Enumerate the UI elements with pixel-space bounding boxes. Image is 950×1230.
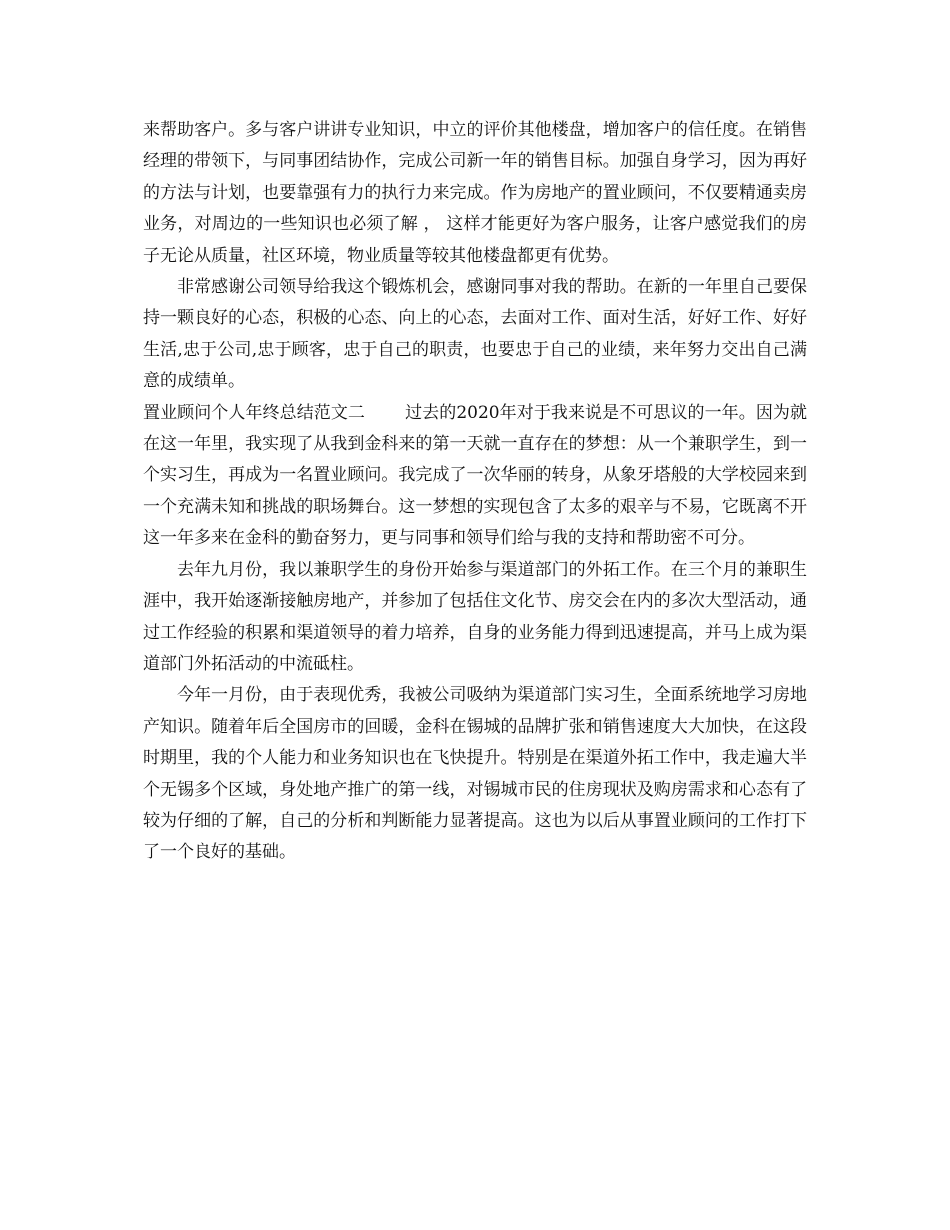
section-heading: 置业顾问个人年终总结范文二 <box>143 402 366 423</box>
paragraph: 来帮助客户。多与客户讲讲专业知识，中立的评价其他楼盘，增加客户的信任度。在销售经理的带领下，与同事团结协作，完成公司新一年的销售目标。加强自身学习，因为再好的方法与计划，也要靠强有力的执行力来完成。作为房地产的置业顾问，不仅要精通卖房业务，对周边的一些知识也必须了解 ， 这样才能更好为客户服务，让客户感觉我们的房子无论从质量，社区环境，物业质量等较其他楼盘都更有优势。 <box>143 120 807 266</box>
paragraph-with-heading <box>143 398 807 555</box>
paragraph: 今年一月份，由于表现优秀，我被公司吸纳为渠道部门实习生，全面系统地学习房地产知识。随着年后全国房市的回暖，金科在锡城的品牌扩张和销售速度大大加快，在这段时期里，我的个人能力和业务知识也在飞快提升。特别是在渠道外拓工作中，我走遍大半个无锡多个区域，身处地产推广的第一线，对锡城市民的住房现状及购房需求和心态有了较为仔细的了解，自己的分析和判断能力显著提高。这也为以后从事置业顾问的工作打下了一个良好的基础。 <box>143 685 807 863</box>
paragraph-text: 过去的2020年对于我来说是不可思议的一年。因为就在这一年里，我实现了从我到金科来的第一天就一直存在的梦想：从一个兼职学生，到一个实习生，再成为一名置业顾问。我完成了一次华丽的转身，从象牙塔般的大学校园来到一个充满未知和挑战的职场舞台。这一梦想的实现包含了太多的艰辛与不易，它既离不开这一年多来在金科的勤奋努力，更与同事和领导们给与我的支持和帮助密不可分。 <box>143 402 807 549</box>
paragraph: 去年九月份，我以兼职学生的身份开始参与渠道部门的外拓工作。在三个月的兼职生涯中，我开始逐渐接触房地产，并参加了包括住文化节、房交会在内的多次大型活动，通过工作经验的积累和渠道领导的着力培养，自身的业务能力得到迅速提高，并马上成为渠道部门外拓活动的中流砥柱。 <box>143 559 807 674</box>
document-body <box>143 115 807 869</box>
paragraph: 非常感谢公司领导给我这个锻炼机会，感谢同事对我的帮助。在新的一年里自己要保持一颗良好的心态，积极的心态、向上的心态，去面对工作、面对生活，好好工作、好好生活,忠于公司,忠于顾客，忠于自己的职责，也要忠于自己的业绩，来年努力交出自己满意的成绩单。 <box>143 277 807 392</box>
